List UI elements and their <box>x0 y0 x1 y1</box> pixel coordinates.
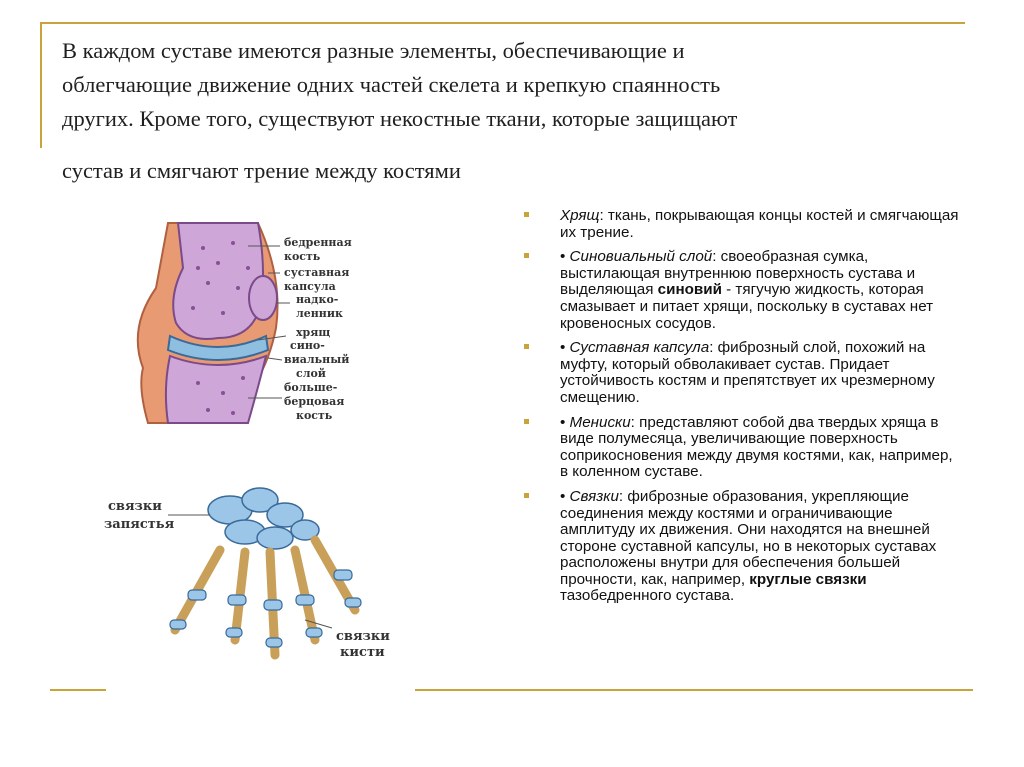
bullet-marker <box>524 419 529 424</box>
bullet-marker <box>524 212 529 217</box>
tibia-shape <box>166 356 266 423</box>
hand-label-wrist-2: запястья <box>104 517 175 532</box>
joint-elements-list <box>522 208 962 613</box>
hand-label-hand-1: связки <box>336 629 390 644</box>
title-line-3: других. Кроме того, существуют некостные ткани, которые защищают <box>62 106 738 131</box>
hand-label-wrist-1: связки <box>108 499 162 514</box>
title-line-2: облегчающие движение одних частей скелета и крепкую спаянность <box>62 72 721 97</box>
femur-shape <box>173 223 263 339</box>
knee-joint-illustration <box>108 218 378 433</box>
bold-term: круглые связки <box>749 570 867 588</box>
term: Синовиальный слой <box>569 248 713 266</box>
term: Мениски <box>569 413 631 431</box>
list-item: Хрящ: ткань, покрывающая концы костей и смягчающая их трение. <box>522 208 962 241</box>
title-line-1: В каждом суставе имеются разные элементы, обеспечивающие и <box>62 38 685 63</box>
term: Связки <box>569 487 619 505</box>
hand-ligaments-illustration <box>100 470 410 695</box>
knee-label-8: сино- <box>290 339 325 352</box>
knee-label-9: виальный <box>284 353 350 366</box>
knee-label-11: больше- <box>284 381 338 394</box>
knee-label-12: берцовая <box>284 395 345 408</box>
knee-label-10: слой <box>296 367 326 380</box>
hand-label-hand-2: кисти <box>340 645 385 660</box>
knee-label-2: кость <box>284 250 321 263</box>
bullet-marker <box>524 344 529 349</box>
knee-label-6: ленник <box>296 307 343 320</box>
bottom-rule-left <box>50 689 106 691</box>
patella-shape <box>249 276 277 320</box>
left-rule <box>40 22 42 148</box>
knee-label-4: капсула <box>284 280 336 293</box>
bold-term: синовий <box>657 281 722 299</box>
term: Суставная капсула <box>569 339 710 357</box>
knee-label-7: хрящ <box>296 326 331 339</box>
list-item: • Связки: фиброзные образования, укрепляющие соединения между костями и ограничивающие амплитуду их движения. Они находятся на внешней стороне суставной капсулы, но в некоторых суставах расположены внутри для обеспечения большей прочности, как, например, круглые связки тазобедренного сустава. <box>522 489 962 605</box>
term: Хрящ <box>560 207 600 224</box>
list-item: • Синовиальный слой: своеобразная сумка, выстилающая внутреннюю поверхность сустава и выделяющая синовий - тягучую жидкость, которая смазывает и питает хрящи, поскольку в суставах нет кровеносных сосудов. <box>522 249 962 332</box>
bullet-marker <box>524 493 529 498</box>
knee-label-13: кость <box>296 409 333 422</box>
title-line-4: сустав и смягчают трение между костями <box>62 158 461 183</box>
knee-label-1: бедренная <box>284 236 352 249</box>
top-rule <box>40 22 965 24</box>
list-item: • Суставная капсула: фиброзный слой, похожий на муфту, который обволакивает сустав. Придает устойчивость костям и препятствует их чрезмерному смещению. <box>522 340 962 406</box>
knee-label-3: суставная <box>284 266 350 279</box>
list-item: • Мениски: представляют собой два твердых хряща в виде полумесяца, увеличивающие поверхность соприкосновения между двумя костями, как, например, в коленном суставе. <box>522 415 962 481</box>
bottom-rule-right <box>415 689 973 691</box>
bullet-marker <box>524 253 529 258</box>
knee-label-5: надко- <box>296 293 339 306</box>
slide-title <box>62 34 952 188</box>
